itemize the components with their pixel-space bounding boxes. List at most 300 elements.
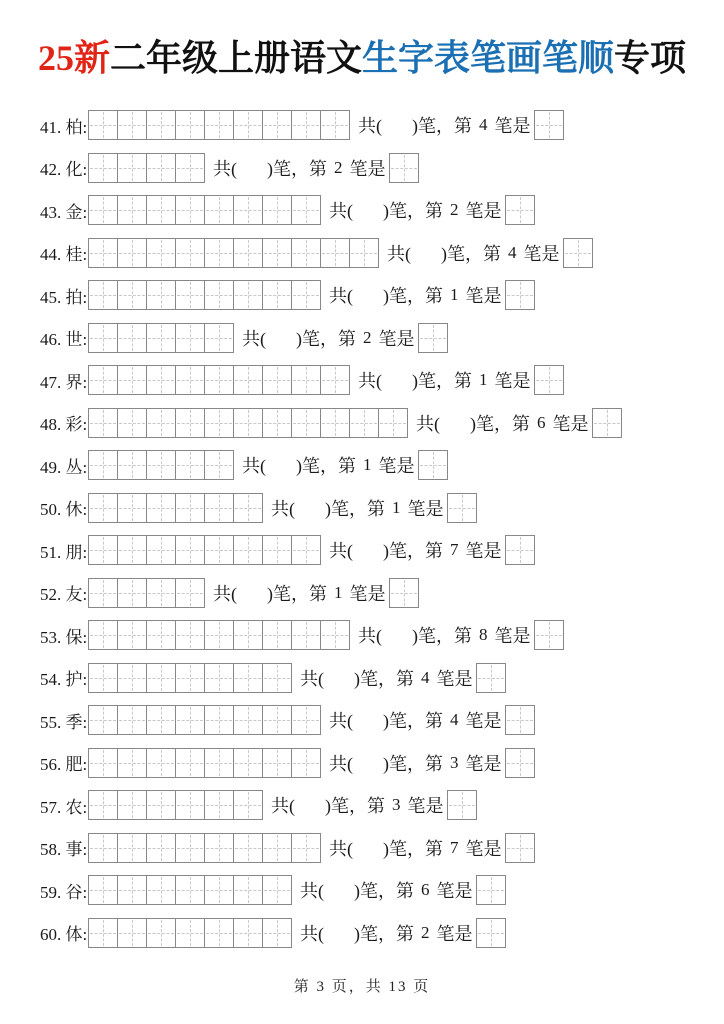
answer-box [534,365,564,395]
page-title [0,30,724,81]
stroke-count-suffix: 笔是 [436,881,473,902]
tianzige-box [204,663,234,693]
tianzige-box [175,535,205,565]
row-character: 桂 [65,245,83,265]
tianzige-box [291,365,321,395]
tianzige-box [175,280,205,310]
row-character: 体 [65,925,83,945]
tianzige-box [146,408,176,438]
title-segment-black: 二年级上册语文 [109,38,362,78]
stroke-number: 3 [392,795,401,815]
stroke-count-mid: )笔，第 [296,328,356,349]
stroke-count-prefix: 共( [300,881,324,902]
stroke-count-prefix: 共( [387,243,411,264]
stroke-count-suffix: 笔是 [523,243,560,264]
tianzige-box [88,238,118,268]
tianzige-box [262,238,292,268]
tianzige-box [262,408,292,438]
stroke-number: 4 [421,667,430,687]
tianzige-box [175,918,205,948]
tianzige-box [88,195,118,225]
stroke-count-text [329,282,502,308]
row-number: 45 [40,287,57,307]
tianzige-box [146,195,176,225]
tianzige-box [146,238,176,268]
stroke-practice-grid [88,493,263,523]
tianzige-box [88,790,118,820]
answer-box [505,280,535,310]
stroke-count-mid: )笔，第 [296,456,356,477]
row-label: 46. 世: [40,330,88,350]
tianzige-box [117,450,147,480]
stroke-count-text [329,707,502,733]
title-segment-black: 专项 [614,38,687,78]
stroke-practice-grid [88,450,234,480]
stroke-count-suffix: 笔是 [465,753,502,774]
tianzige-box [291,535,321,565]
tianzige-box [88,535,118,565]
row-character: 彩 [65,415,83,435]
tianzige-box [291,620,321,650]
worksheet-row [40,699,724,742]
stroke-count-prefix: 共( [242,456,266,477]
stroke-count-suffix: 笔是 [407,796,444,817]
row-label: 53. 保: [40,627,88,647]
tianzige-box [349,238,379,268]
stroke-count-text [416,410,589,436]
row-character: 界 [65,372,83,392]
stroke-count-prefix: 共( [213,158,237,179]
stroke-number: 4 [479,115,488,135]
answer-box [389,578,419,608]
row-character: 农 [65,797,83,817]
row-number: 57 [40,797,57,817]
tianzige-box [117,493,147,523]
tianzige-box [117,195,147,225]
worksheet-row [40,147,724,190]
row-label: 56. 肥: [40,755,88,775]
stroke-count-prefix: 共( [358,371,382,392]
row-label: 58. 事: [40,840,88,860]
row-character: 朋 [65,542,83,562]
tianzige-box [233,790,263,820]
stroke-number: 1 [363,455,372,475]
tianzige-box [146,833,176,863]
tianzige-box [175,833,205,863]
stroke-practice-grid [88,110,350,140]
tianzige-box [146,110,176,140]
answer-box [476,875,506,905]
stroke-practice-grid [88,365,350,395]
worksheet-row [40,189,724,232]
tianzige-box [320,110,350,140]
tianzige-box [262,365,292,395]
tianzige-box [117,748,147,778]
tianzige-box [88,620,118,650]
tianzige-box [233,620,263,650]
tianzige-box [262,918,292,948]
tianzige-box [233,833,263,863]
row-character: 肥 [65,755,83,775]
tianzige-box [117,365,147,395]
row-label: 45. 拍: [40,287,88,307]
tianzige-box [117,280,147,310]
tianzige-box [88,875,118,905]
stroke-practice-grid [88,323,234,353]
tianzige-box [204,620,234,650]
answer-box [505,833,535,863]
tianzige-box [175,408,205,438]
worksheet-row [40,487,724,530]
tianzige-box [117,323,147,353]
tianzige-box [262,110,292,140]
stroke-number: 1 [334,582,343,602]
stroke-count-suffix: 笔是 [465,541,502,562]
tianzige-box [88,365,118,395]
row-number: 41 [40,117,57,137]
stroke-count-text [242,452,415,478]
row-number: 43 [40,202,57,222]
tianzige-box [233,875,263,905]
tianzige-box [88,705,118,735]
stroke-number: 2 [334,157,343,177]
tianzige-box [117,578,147,608]
stroke-count-suffix: 笔是 [465,201,502,222]
stroke-practice-grid [88,748,321,778]
answer-box [505,195,535,225]
tianzige-box [117,535,147,565]
worksheet-row [40,359,724,402]
tianzige-box [175,663,205,693]
tianzige-box [204,748,234,778]
tianzige-box [291,833,321,863]
stroke-count-mid: )笔，第 [383,201,443,222]
tianzige-box [204,833,234,863]
row-number: 59 [40,882,57,902]
tianzige-box [233,408,263,438]
tianzige-box [233,238,263,268]
tianzige-box [204,918,234,948]
tianzige-box [175,578,205,608]
tianzige-box [204,705,234,735]
tianzige-box [146,875,176,905]
tianzige-box [146,365,176,395]
tianzige-box [262,535,292,565]
stroke-number: 3 [450,752,459,772]
stroke-count-mid: )笔，第 [383,541,443,562]
stroke-count-suffix: 笔是 [465,286,502,307]
row-number: 51 [40,542,57,562]
stroke-practice-grid [88,195,321,225]
tianzige-box [262,875,292,905]
title-segment-red: 25新 [37,38,110,78]
tianzige-box [175,748,205,778]
tianzige-box [146,663,176,693]
stroke-count-suffix: 笔是 [552,413,589,434]
stroke-count-prefix: 共( [300,923,324,944]
row-label: 50. 休: [40,500,88,520]
answer-box [563,238,593,268]
stroke-practice-grid [88,875,292,905]
tianzige-box [146,493,176,523]
tianzige-box [88,280,118,310]
tianzige-box [233,918,263,948]
stroke-count-text [329,835,502,861]
row-label: 43. 金: [40,202,88,222]
stroke-count-prefix: 共( [329,201,353,222]
tianzige-box [291,748,321,778]
stroke-practice-grid [88,408,408,438]
answer-box [505,705,535,735]
worksheet-row [40,104,724,147]
stroke-count-mid: )笔，第 [383,753,443,774]
tianzige-box [262,620,292,650]
tianzige-box [233,110,263,140]
tianzige-box [146,748,176,778]
tianzige-box [175,493,205,523]
answer-box [476,663,506,693]
worksheet-row [40,614,724,657]
worksheet-row [40,827,724,870]
stroke-practice-grid [88,620,350,650]
stroke-count-prefix: 共( [329,286,353,307]
stroke-count-mid: )笔，第 [412,371,472,392]
row-number: 48 [40,415,57,435]
stroke-count-text [358,622,531,648]
stroke-number: 1 [450,285,459,305]
tianzige-box [175,875,205,905]
stroke-number: 1 [479,370,488,390]
tianzige-box [204,493,234,523]
tianzige-box [175,153,205,183]
tianzige-box [175,195,205,225]
stroke-number: 8 [479,625,488,645]
tianzige-box [204,535,234,565]
tianzige-box [175,790,205,820]
row-label: 55. 季: [40,712,88,732]
tianzige-box [175,450,205,480]
tianzige-box [291,238,321,268]
row-character: 事 [65,840,83,860]
tianzige-box [262,195,292,225]
stroke-count-prefix: 共( [416,413,440,434]
tianzige-box [262,663,292,693]
stroke-count-mid: )笔，第 [383,711,443,732]
tianzige-box [262,833,292,863]
worksheet-row [40,912,724,955]
answer-box [418,450,448,480]
tianzige-box [117,110,147,140]
row-character: 柏 [65,117,83,137]
answer-box [418,323,448,353]
stroke-count-prefix: 共( [329,711,353,732]
row-character: 拍 [65,287,83,307]
row-character: 保 [65,627,83,647]
stroke-count-mid: )笔，第 [383,838,443,859]
stroke-count-prefix: 共( [213,583,237,604]
stroke-practice-grid [88,153,205,183]
answer-box [534,620,564,650]
row-label: 52. 友: [40,585,88,605]
worksheet-row [40,444,724,487]
tianzige-box [117,705,147,735]
stroke-count-text [300,877,473,903]
row-character: 丛 [65,457,83,477]
row-label: 49. 丛: [40,457,88,477]
stroke-number: 6 [421,880,430,900]
stroke-practice-grid [88,238,379,268]
row-label: 51. 朋: [40,542,88,562]
tianzige-box [88,493,118,523]
stroke-number: 2 [421,922,430,942]
tianzige-box [175,238,205,268]
tianzige-box [233,493,263,523]
row-label: 42. 化: [40,160,88,180]
row-number: 44 [40,245,57,265]
worksheet-row [40,402,724,445]
row-character: 护 [65,670,83,690]
row-number: 42 [40,160,57,180]
row-number: 50 [40,500,57,520]
stroke-count-text [271,792,444,818]
tianzige-box [175,705,205,735]
row-character: 谷 [65,882,83,902]
stroke-number: 7 [450,837,459,857]
row-character: 金 [65,202,83,222]
stroke-count-text [271,495,444,521]
tianzige-box [320,238,350,268]
tianzige-box [146,280,176,310]
tianzige-box [233,748,263,778]
stroke-count-prefix: 共( [300,668,324,689]
stroke-practice-grid [88,918,292,948]
stroke-count-prefix: 共( [329,541,353,562]
answer-box [592,408,622,438]
answer-box [447,493,477,523]
tianzige-box [146,620,176,650]
page-footer: 第 3 页，共 13 页 [293,979,431,995]
tianzige-box [146,705,176,735]
tianzige-box [204,323,234,353]
worksheet-row [40,317,724,360]
stroke-count-mid: )笔，第 [354,668,414,689]
stroke-count-suffix: 笔是 [436,923,473,944]
stroke-count-suffix: 笔是 [349,158,386,179]
row-number: 58 [40,840,57,860]
tianzige-box [233,365,263,395]
answer-box [505,748,535,778]
stroke-count-suffix: 笔是 [465,838,502,859]
tianzige-box [117,918,147,948]
row-number: 56 [40,755,57,775]
tianzige-box [146,323,176,353]
worksheet-row [40,869,724,912]
stroke-count-suffix: 笔是 [378,328,415,349]
tianzige-box [117,620,147,650]
stroke-count-mid: )笔，第 [354,881,414,902]
tianzige-box [204,450,234,480]
stroke-count-suffix: 笔是 [465,711,502,732]
stroke-count-mid: )笔，第 [412,626,472,647]
tianzige-box [320,408,350,438]
row-label: 44. 桂: [40,245,88,265]
stroke-number: 2 [450,200,459,220]
tianzige-box [291,408,321,438]
worksheet-row [40,657,724,700]
worksheet-rows [40,104,724,954]
stroke-practice-grid [88,578,205,608]
tianzige-box [204,110,234,140]
tianzige-box [117,875,147,905]
stroke-count-mid: )笔，第 [354,923,414,944]
stroke-count-suffix: 笔是 [436,668,473,689]
tianzige-box [291,195,321,225]
tianzige-box [146,790,176,820]
stroke-count-text [300,920,473,946]
stroke-count-text [213,580,386,606]
worksheet-row [40,784,724,827]
row-number: 47 [40,372,57,392]
row-number: 46 [40,330,57,350]
stroke-count-text [358,367,531,393]
stroke-count-suffix: 笔是 [494,116,531,137]
answer-box [476,918,506,948]
row-label: 47. 界: [40,372,88,392]
stroke-count-text [387,240,560,266]
stroke-count-prefix: 共( [358,626,382,647]
worksheet-row [40,529,724,572]
tianzige-box [204,238,234,268]
stroke-count-mid: )笔，第 [441,243,501,264]
stroke-count-mid: )笔，第 [325,796,385,817]
tianzige-box [117,408,147,438]
stroke-count-prefix: 共( [271,498,295,519]
tianzige-box [146,918,176,948]
tianzige-box [262,748,292,778]
tianzige-box [88,578,118,608]
tianzige-box [378,408,408,438]
stroke-count-prefix: 共( [271,796,295,817]
stroke-number: 1 [392,497,401,517]
tianzige-box [320,365,350,395]
stroke-count-mid: )笔，第 [267,583,327,604]
tianzige-box [175,110,205,140]
tianzige-box [204,195,234,225]
tianzige-box [117,833,147,863]
stroke-count-prefix: 共( [358,116,382,137]
stroke-count-mid: )笔，第 [412,116,472,137]
tianzige-box [88,153,118,183]
stroke-practice-grid [88,663,292,693]
tianzige-box [291,280,321,310]
tianzige-box [320,620,350,650]
stroke-number: 4 [450,710,459,730]
row-label: 48. 彩: [40,415,88,435]
row-label: 54. 护: [40,670,88,690]
stroke-number: 6 [537,412,546,432]
stroke-practice-grid [88,535,321,565]
tianzige-box [233,705,263,735]
stroke-number: 4 [508,242,517,262]
stroke-count-suffix: 笔是 [494,371,531,392]
stroke-count-suffix: 笔是 [378,456,415,477]
tianzige-box [262,280,292,310]
answer-box [447,790,477,820]
tianzige-box [146,578,176,608]
tianzige-box [233,280,263,310]
row-character: 季 [65,712,83,732]
stroke-count-text [329,750,502,776]
